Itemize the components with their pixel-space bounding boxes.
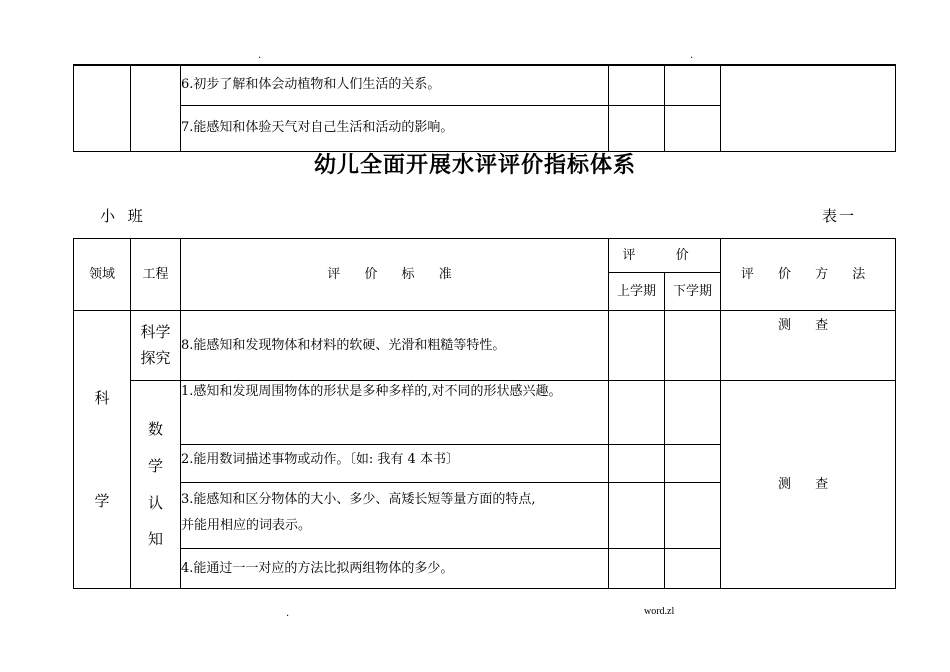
domain-char: 科 <box>94 389 110 408</box>
evaluation-table <box>73 238 896 589</box>
header-second-term: 下学期 <box>665 273 721 311</box>
second-term-cell <box>665 381 721 445</box>
first-term-cell <box>609 311 665 381</box>
continuation-table <box>73 64 896 152</box>
header-method: 评 价 方 法 <box>721 239 896 311</box>
page-mark-top-left: . <box>258 50 262 61</box>
header-evaluation: 评 价 <box>609 239 721 273</box>
project-cell <box>131 65 181 151</box>
page-title: 幼儿全面开展水评评价指标体系 <box>313 153 636 178</box>
header-standard: 评 价 标 准 <box>181 239 609 311</box>
standard-item-1: 1.感知和发现周围物体的形状是多种多样的,对不同的形状感兴趣。 <box>181 381 609 445</box>
second-term-cell <box>665 483 721 549</box>
standard-item-3: 3.能感知和区分物体的大小、多少、高矮长短等量方面的特点, <box>181 483 609 517</box>
first-term-cell <box>609 105 665 151</box>
first-term-cell <box>609 65 665 105</box>
header-first-term: 上学期 <box>609 273 665 311</box>
project-char: 学 <box>147 456 163 475</box>
method-math-cognition: 测 查 <box>721 381 896 589</box>
table-row <box>74 311 896 381</box>
method-science-explore: 测 查 <box>721 311 896 381</box>
second-term-cell <box>665 65 721 105</box>
second-term-cell <box>665 549 721 589</box>
domain-science-label <box>74 388 130 511</box>
standard-item-6: 6.初步了解和体会动植物和人们生活的关系。 <box>181 65 609 105</box>
method-cell <box>721 65 896 151</box>
project-char: 知 <box>147 530 163 549</box>
second-term-cell <box>665 105 721 151</box>
domain-cell <box>74 65 131 151</box>
second-term-cell <box>665 445 721 483</box>
table-row <box>74 381 896 445</box>
project-line: 探究 <box>140 348 171 367</box>
project-science-explore <box>131 311 181 381</box>
footer-text: word.zl <box>644 606 675 617</box>
first-term-cell <box>609 483 665 549</box>
class-label: 小 班 <box>100 207 147 225</box>
header-domain: 领域 <box>74 239 131 311</box>
standard-item-3-continued: 并能用相应的词表示。 <box>181 517 609 549</box>
header-row <box>74 239 896 273</box>
standard-item-2: 2.能用数词描述事物或动作。〔如: 我有 4 本书〕 <box>181 445 609 483</box>
domain-char: 学 <box>94 491 110 510</box>
table-row <box>74 65 896 105</box>
standard-item-4: 4.能通过一一对应的方法比拟两组物体的多少。 <box>181 549 609 589</box>
first-term-cell <box>609 549 665 589</box>
first-term-cell <box>609 381 665 445</box>
standard-item-8: 8.能感知和发现物体和材料的软硬、光滑和粗糙等特性。 <box>181 311 609 381</box>
table-label: 表一 <box>822 207 857 225</box>
first-term-cell <box>609 445 665 483</box>
domain-science-cell <box>74 311 131 589</box>
standard-item-7: 7.能感知和体验天气对自己生活和活动的影响。 <box>181 105 609 151</box>
project-char: 认 <box>147 493 163 512</box>
page-mark-top-right: . <box>690 50 694 61</box>
project-line: 科学 <box>140 323 171 341</box>
header-project: 工程 <box>131 239 181 311</box>
second-term-cell <box>665 311 721 381</box>
page-mark-bottom-left: . <box>286 608 290 619</box>
project-math-cognition <box>131 381 181 589</box>
project-char: 数 <box>147 420 163 438</box>
